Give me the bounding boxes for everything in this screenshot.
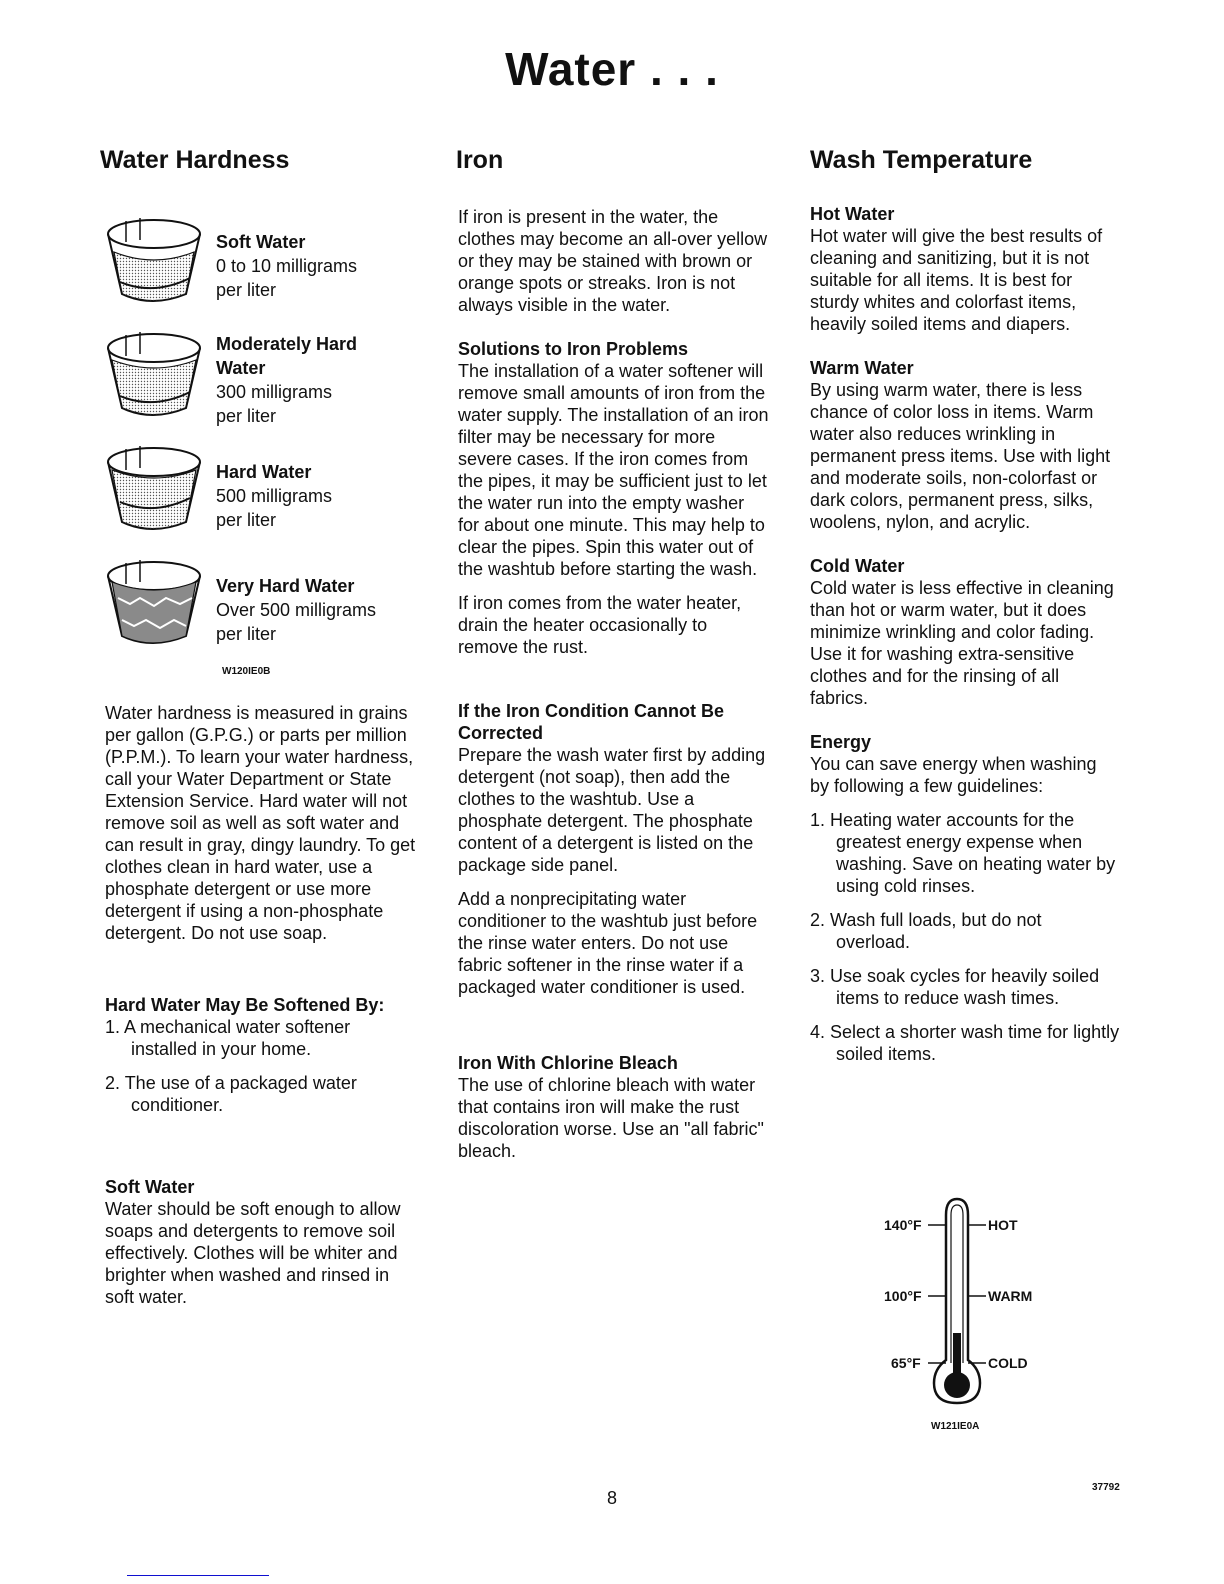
list-item: 2. The use of a packaged water conditioner. xyxy=(105,1073,357,1115)
list-item: 1. Heating water accounts for the greatest energy expense when washing. Save on heating water by using cold rinses. xyxy=(810,810,1116,896)
heading-iron: Iron xyxy=(456,146,504,174)
hot-water-heading: Hot Water xyxy=(810,204,895,224)
soft-water-heading: Soft Water xyxy=(105,1177,195,1197)
heading-water-hardness: Water Hardness xyxy=(100,146,290,174)
level-unit: per liter xyxy=(216,406,277,426)
level-amount: 500 milligrams xyxy=(216,486,333,506)
heading-wash-temperature: Wash Temperature xyxy=(810,146,1033,174)
level-unit: per liter xyxy=(216,280,277,300)
level-amount: 300 milligrams xyxy=(216,382,333,402)
level-name: Moderately Hard Water xyxy=(216,334,358,378)
cold-water-heading: Cold Water xyxy=(810,556,905,576)
warm-water-heading: Warm Water xyxy=(810,358,914,378)
column-iron xyxy=(458,206,770,1162)
list-item: 4. Select a shorter wash time for lightly soiled items. xyxy=(810,1022,1120,1064)
energy-heading: Energy xyxy=(810,732,872,752)
softened-list xyxy=(105,1016,420,1116)
cannot-correct-heading: If the Iron Condition Cannot Be Corrected xyxy=(458,701,724,743)
level-name: Hard Water xyxy=(216,462,312,482)
iron-intro: If iron is present in the water, the clothes may become an all-over yellow or they may be stained with brown or orange spots or streaks. Iron is not always visible in the water. xyxy=(458,207,768,315)
bucket-icon xyxy=(104,212,204,312)
bleach-text: The use of chlorine bleach with water that contains iron will make the rust discoloration worse. Use an "all fabric" bleach. xyxy=(458,1075,764,1161)
column-hardness xyxy=(105,702,420,1308)
energy-list xyxy=(810,809,1120,1065)
bucket-icon xyxy=(104,554,204,654)
label-cold: COLD xyxy=(988,1355,1028,1371)
soft-water-text: Water should be soft enough to allow soaps and detergents to remove soil effectively. Clothes will be whiter and brighter when washed and rinsed in soft water. xyxy=(105,1199,401,1307)
label-hot: HOT xyxy=(988,1217,1018,1233)
divider-line xyxy=(127,1575,269,1576)
level-amount: Over 500 milligrams xyxy=(216,600,377,620)
bucket-icon xyxy=(104,326,204,426)
heater-text: If iron comes from the water heater, drain the heater occasionally to remove the rust. xyxy=(458,593,742,657)
energy-text: You can save energy when washing by following a few guidelines: xyxy=(810,754,1097,796)
solutions-text: The installation of a water softener will remove small amounts of iron from the water supply. The installation of an iron filter may be necessary for more severe cases. If the iron comes from the pipes, it may be sufficient just to let the water run into the empty washer for about one minute. This may help to clear the pipes. Spin this water out of the washtub before starting the wash. xyxy=(458,361,769,579)
figure-code-thermometer: W121IE0A xyxy=(931,1421,980,1432)
temp-65: 65°F xyxy=(891,1355,921,1371)
temp-100: 100°F xyxy=(884,1288,922,1304)
figure-code-hardness: W120IE0B xyxy=(222,666,271,677)
cannot-correct-text: Prepare the wash water first by adding detergent (not soap), then add the clothes to the washtub. Use a phosphate detergent. The phosphate content of a detergent is listed on the package side panel. xyxy=(458,745,766,875)
bleach-heading: Iron With Chlorine Bleach xyxy=(458,1053,678,1073)
cold-water-text: Cold water is less effective in cleaning than hot or warm water, but it does minimize wrinkling and color fading. Use it for washing extra-sensitive clothes and for the rinsing of all fabrics. xyxy=(810,578,1114,708)
temp-140: 140°F xyxy=(884,1217,922,1233)
solutions-heading: Solutions to Iron Problems xyxy=(458,339,689,359)
column-temperature xyxy=(810,203,1120,1077)
hot-water-text: Hot water will give the best results of cleaning and sanitizing, but it is not suitable for all items. It is best for sturdy whites and colorfast items, heavily soiled items and diapers. xyxy=(810,226,1103,334)
label-warm: WARM xyxy=(988,1288,1033,1304)
hardness-intro: Water hardness is measured in grains per gallon (G.P.G.) or parts per million (P.P.M.). To learn your water hardness, call your Water Department or State Extension Service. Hard water will not remove soil as well as soft water and can result in gray, dingy laundry. To get clothes clean in hard water, use a phosphate detergent or use more detergent if using a non-phosphate detergent. Do not use soap. xyxy=(105,703,416,943)
level-amount: 0 to 10 milligrams xyxy=(216,256,358,276)
level-name: Very Hard Water xyxy=(216,576,355,596)
page-number: 8 xyxy=(606,1488,617,1508)
level-unit: per liter xyxy=(216,624,277,644)
page-title: Water . . . xyxy=(505,43,719,95)
level-unit: per liter xyxy=(216,510,277,530)
bucket-icon xyxy=(104,440,204,540)
list-item: 2. Wash full loads, but do not overload. xyxy=(810,910,1042,952)
level-name: Soft Water xyxy=(216,232,306,252)
list-item: 3. Use soak cycles for heavily soiled items to reduce wash times. xyxy=(810,966,1100,1008)
document-number: 37792 xyxy=(1092,1482,1120,1493)
softened-heading: Hard Water May Be Softened By: xyxy=(105,995,385,1015)
conditioner-text: Add a nonprecipitating water conditioner to the washtub just before the rinse water enters. Do not use fabric softener in the rinse water if a packaged water conditioner is used. xyxy=(458,889,758,997)
thermometer-figure xyxy=(876,1195,1056,1445)
list-item: 1. A mechanical water softener installed in your home. xyxy=(105,1017,351,1059)
warm-water-text: By using warm water, there is less chance of color loss in items. Warm water also reduces wrinkling in permanent press items. Use with light and moderate soils, non-colorfast or dark colors, permanent press, silks, woolens, nylon, and acrylic. xyxy=(810,380,1111,532)
